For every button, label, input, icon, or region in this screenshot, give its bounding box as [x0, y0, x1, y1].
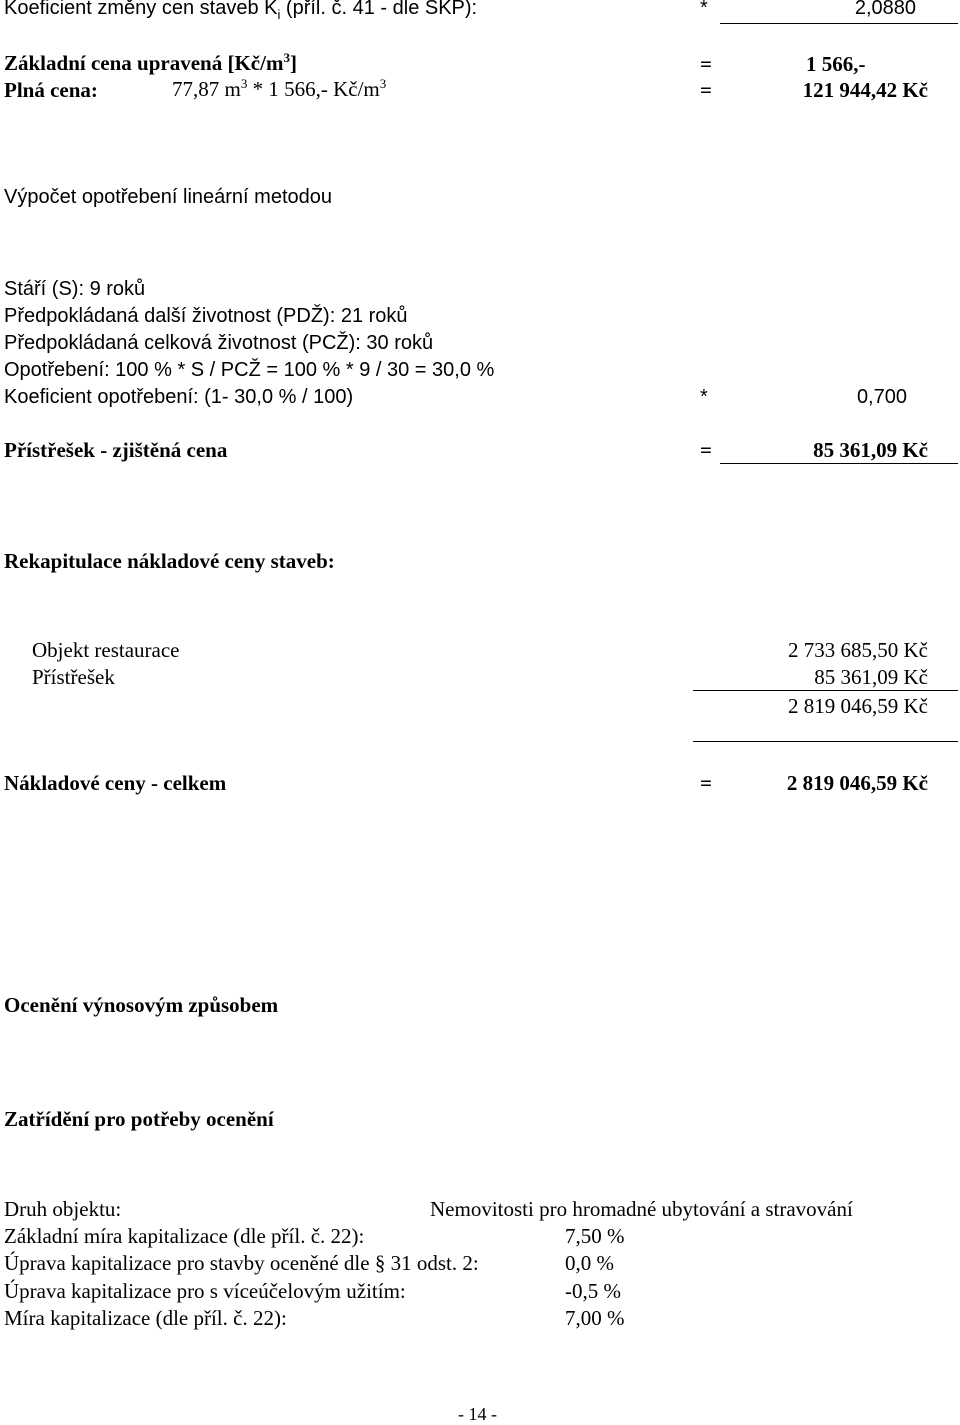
object-type-value: Nemovitosti pro hromadné ubytování a stravování [430, 1197, 853, 1221]
capitalization-rate-value: 7,00 % [565, 1306, 625, 1330]
full-price-calc-sup2: 3 [379, 76, 387, 91]
full-price-value: 121 944,42 Kč [802, 78, 928, 102]
shelter-price-operator: = [700, 438, 712, 462]
object-type-label: Druh objektu: [4, 1197, 122, 1221]
recap-item-value: 2 733 685,50 Kč [788, 638, 928, 662]
age-line: Stáří (S): 9 roků [4, 278, 146, 300]
income-method-heading: Ocenění výnosovým způsobem [4, 993, 279, 1017]
adjustment-2-label: Úprava kapitalizace pro s víceúčelovým užitím: [4, 1279, 406, 1303]
wear-coefficient-label: Koeficient opotřebení: (1- 30,0 % / 100) [4, 386, 354, 408]
shelter-price-value: 85 361,09 Kč [813, 438, 928, 462]
full-price-calc-a: 77,87 m [172, 77, 241, 101]
price-change-coefficient-label-a: Koeficient změny cen staveb K [4, 0, 278, 19]
remaining-life-line: Předpokládaná další životnost (PDŽ): 21 roků [4, 305, 408, 327]
depreciation-heading: Výpočet opotřebení lineární metodou [4, 186, 332, 208]
adjustment-1-value: 0,0 % [565, 1251, 614, 1275]
adjustment-1-label: Úprava kapitalizace pro stavby oceněné dle § 31 odst. 2: [4, 1251, 479, 1275]
wear-coefficient-value: 0,700 [856, 386, 907, 408]
shelter-price-underline [720, 463, 958, 464]
price-change-coefficient-value: 2,0880 [854, 0, 916, 19]
base-price-operator: = [700, 52, 712, 76]
full-price-calculation [172, 76, 386, 102]
recap-item-value: 85 361,09 Kč [814, 665, 928, 689]
recap-item-name: Přístřešek [32, 665, 115, 689]
adjustment-2-value: -0,5 % [565, 1279, 621, 1303]
total-cost-value: 2 819 046,59 Kč [786, 771, 928, 795]
full-price-calc-b: * 1 566,- Kč/m [247, 77, 380, 101]
shelter-price-label: Přístřešek - zjištěná cena [4, 438, 228, 462]
full-price-operator: = [700, 78, 712, 102]
full-price-calc-sup1: 3 [240, 76, 248, 91]
recap-sum-rule [693, 690, 958, 691]
recap-subtotal: 2 819 046,59 Kč [788, 694, 928, 718]
wear-coefficient-operator: * [700, 386, 708, 408]
base-rate-label: Základní míra kapitalizace (dle příl. č. 22): [4, 1224, 365, 1248]
base-rate-value: 7,50 % [565, 1224, 625, 1248]
base-price-value: 1 566,- [806, 52, 866, 76]
recap-bottom-rule [693, 741, 958, 742]
base-price-superscript: 3 [283, 50, 290, 65]
base-price-label [4, 50, 297, 76]
base-price-label-b: ] [289, 51, 297, 75]
price-change-coefficient-label-b: (příl. č. 41 - dle SKP): [280, 0, 478, 19]
price-change-coefficient-operator: * [700, 0, 708, 19]
price-change-coefficient-underline [720, 23, 958, 24]
total-cost-label: Nákladové ceny - celkem [4, 771, 227, 795]
full-price-label: Plná cena: [4, 78, 98, 102]
price-change-coefficient-subscript: i [277, 7, 281, 22]
capitalization-rate-label: Míra kapitalizace (dle příl. č. 22): [4, 1306, 287, 1330]
recap-heading: Rekapitulace nákladové ceny staveb: [4, 549, 335, 573]
classification-heading: Zatřídění pro potřeby ocenění [4, 1107, 274, 1131]
total-life-line: Předpokládaná celková životnost (PCŽ): 30 roků [4, 332, 434, 354]
wear-line: Opotřebení: 100 % * S / PCŽ = 100 % * 9 / 30 = 30,0 % [4, 359, 495, 381]
total-cost-operator: = [700, 771, 712, 795]
price-change-coefficient-label [4, 0, 477, 22]
page-number: - 14 - [458, 1404, 497, 1424]
base-price-label-a: Základní cena upravená [Kč/m [4, 51, 284, 75]
recap-item-name: Objekt restaurace [32, 638, 180, 662]
